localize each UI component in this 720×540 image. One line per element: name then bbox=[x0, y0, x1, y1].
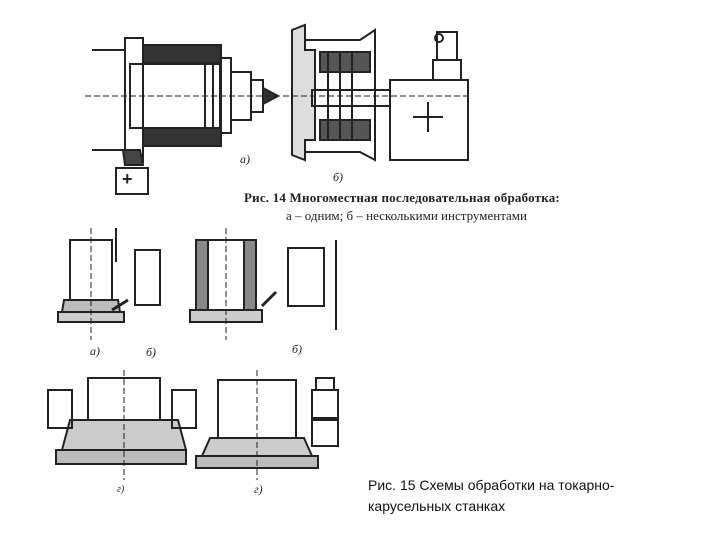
fig15-caption-line1: Рис. 15 Схемы обработки на токарно- bbox=[368, 477, 615, 493]
fig14-label-a: а) bbox=[240, 152, 250, 166]
fig14-caption-title: Рис. 14 Многоместная последовательная обработка: bbox=[244, 190, 560, 205]
fig14-label-b: б) bbox=[333, 170, 344, 184]
fig15-label-g: г) bbox=[254, 482, 263, 496]
fig15-caption bbox=[368, 475, 614, 517]
fig15-label-a: а) bbox=[90, 344, 100, 358]
fig15-label-b-small: б) bbox=[146, 345, 157, 359]
fig15-label-b: б) bbox=[292, 342, 303, 356]
fig14-plus-mark: + bbox=[122, 169, 133, 189]
fig15-caption-line2: карусельных станках bbox=[368, 498, 506, 514]
fig15-label-g-small: г) bbox=[117, 484, 125, 495]
fig14-caption-subtitle: а – одним; б – несколькими инструментами bbox=[286, 208, 527, 223]
